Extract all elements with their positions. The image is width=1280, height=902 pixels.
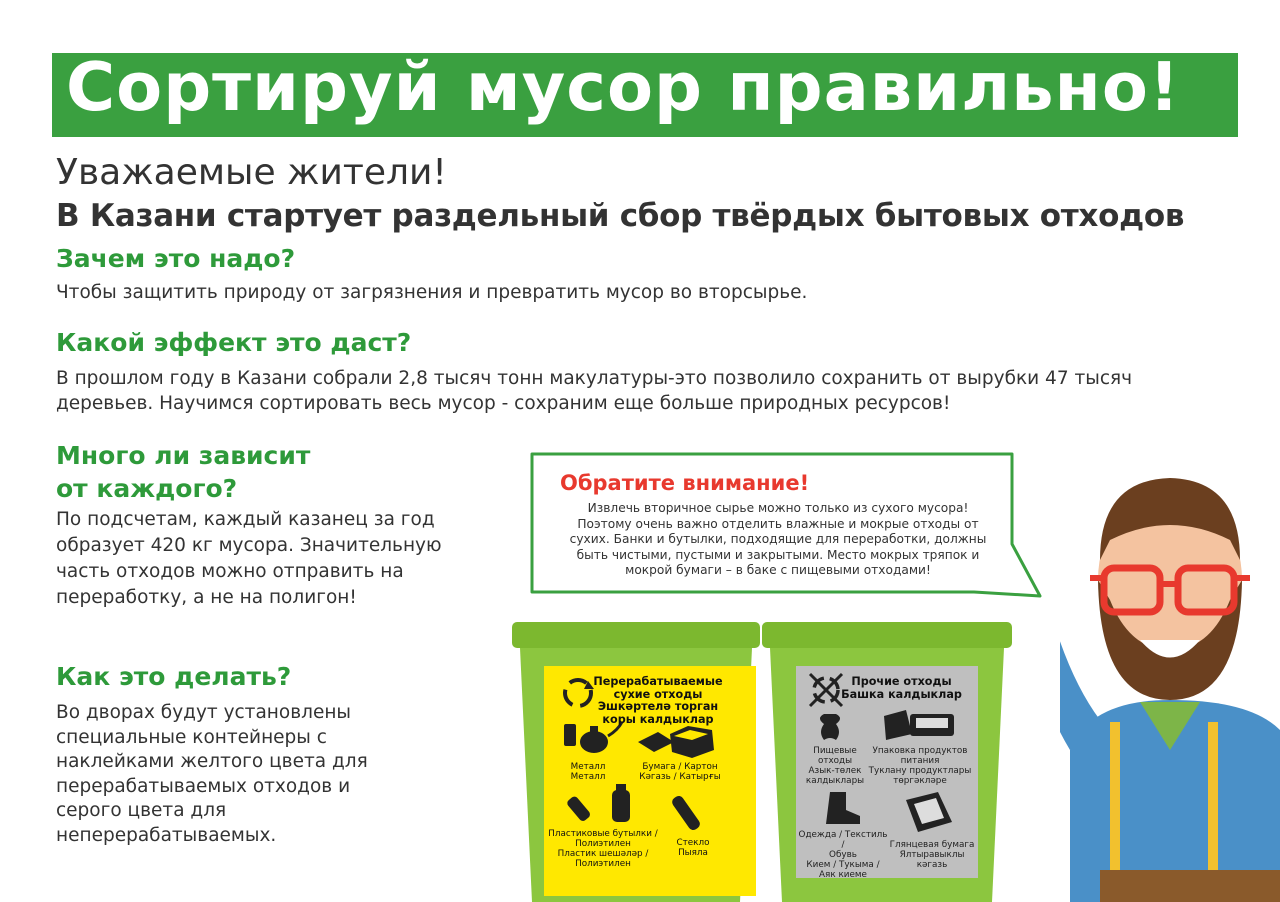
plastic-label-line1: Пластиковые бутылки / [548,829,658,839]
pack-label-line4: төргәкләре [893,776,947,786]
glass-label-line2: Пыяла [678,848,708,858]
other-title [824,676,979,701]
plastic-label-line4: Полиэтилен [575,859,631,869]
gloss-label-line1: Глянцевая бумага [889,840,975,850]
paper-label [630,762,730,782]
bearded-man-illustration [1060,450,1280,902]
clothes-label-line3: Кием / Тукыма / [806,860,880,870]
question-why: Зачем это надо? [56,244,296,273]
pack-label-line1: Упаковка продуктов [872,746,968,756]
answer-effect: В прошлом году в Казани собрали 2,8 тысяч тонн макулатуры-это позволило сохранить от вырубки 47 тысяч деревьев. Научимся сортировать весь мусор - сохраним еще больше природных ресурсов! [56,368,1133,414]
metal-label-line1: Металл [570,762,606,772]
pack-label-line3: Тукланy продуктлары [868,766,972,776]
apple-core-icon [820,714,840,740]
food-label-line4: калдыклары [805,776,865,786]
recyclable-title-line4: коры калдыклар [602,712,714,726]
other-title-line1: Прочие отходы [851,675,952,688]
glass-label [668,838,718,858]
question-how: Как это делать? [56,662,292,691]
answer-why: Чтобы защитить природу от загрязнения и превратить мусор во вторсырье. [56,282,808,303]
metal-label [556,762,620,782]
recyclable-title-line1: Перерабатываемые [593,675,723,688]
question-depends-line1: Много ли зависит [56,441,311,470]
recyclable-title-line3: Эшкәртелә торган [597,700,719,713]
food-label-line1: Пищевые [813,746,857,756]
notice-text: Извлечь вторичное сырье можно только из сухого мусора! Поэтому очень важно отделить влажные и мокрые отходы от сухих. Банки и бутылки, подходящие для переработки, должны быть чистыми, пустыми и закрытыми. Место мокрых тряпок и мокрой бумаги – в баке с пищевыми отходами! [569,501,987,578]
clothes-label-line2: Обувь [829,850,857,860]
banner-title: Сортируй мусор правильно! [66,48,1181,126]
paper-label-line2: Кәгазь / Катырғы [639,772,721,782]
notice-title: Обратите внимание! [560,471,810,495]
recyclable-title-line2: сухие отходы [613,687,703,701]
recyclable-title [566,676,750,726]
announcement: В Казани стартует раздельный сбор твёрдых бытовых отходов [56,198,1185,234]
food-label-line2: отходы [817,756,853,766]
plastic-label [548,829,658,869]
gloss-label [886,840,978,870]
question-depends [56,439,310,505]
food-label-line3: Азык-төлек [808,766,862,776]
glass-label-line1: Стекло [676,838,710,848]
can-icon [564,724,576,746]
pack-label [868,746,972,786]
plastic-label-line3: Пластик шешәләр / [557,849,649,859]
clothes-label-line1: Одежда / Текстиль / [798,830,888,850]
clothes-label-line4: Аяк киеме [819,870,867,880]
pack-label-line2: питания [900,756,940,766]
answer-how: Во дворах будут установлены специальные контейнеры с наклейками желтого цвета для перерабатываемых отходов и серого цвета для неперерабатываемых. [56,702,368,846]
gloss-label-line3: кәгазь [916,860,948,870]
question-effect: Какой эффект это даст? [56,328,412,357]
greeting: Уважаемые жители! [56,152,447,193]
answer-depends: По подсчетам, каждый казанец за год образует 420 кг мусора. Значительную часть отходов можно отправить на переработку, а не на полигон! [56,509,442,608]
paper-label-line1: Бумага / Картон [642,762,718,772]
man-trousers [1100,870,1280,902]
food-label [800,746,870,786]
plastic-label-line2: Полиэтилен [575,839,631,849]
question-depends-line2: от каждого? [56,474,238,503]
clothes-label [798,830,888,880]
other-title-line2: Башка калдыклар [841,687,962,701]
metal-label-line2: Металл [570,772,606,782]
cake-box-icon [910,714,954,736]
gloss-label-line2: Ялтыравыклы [899,850,965,860]
